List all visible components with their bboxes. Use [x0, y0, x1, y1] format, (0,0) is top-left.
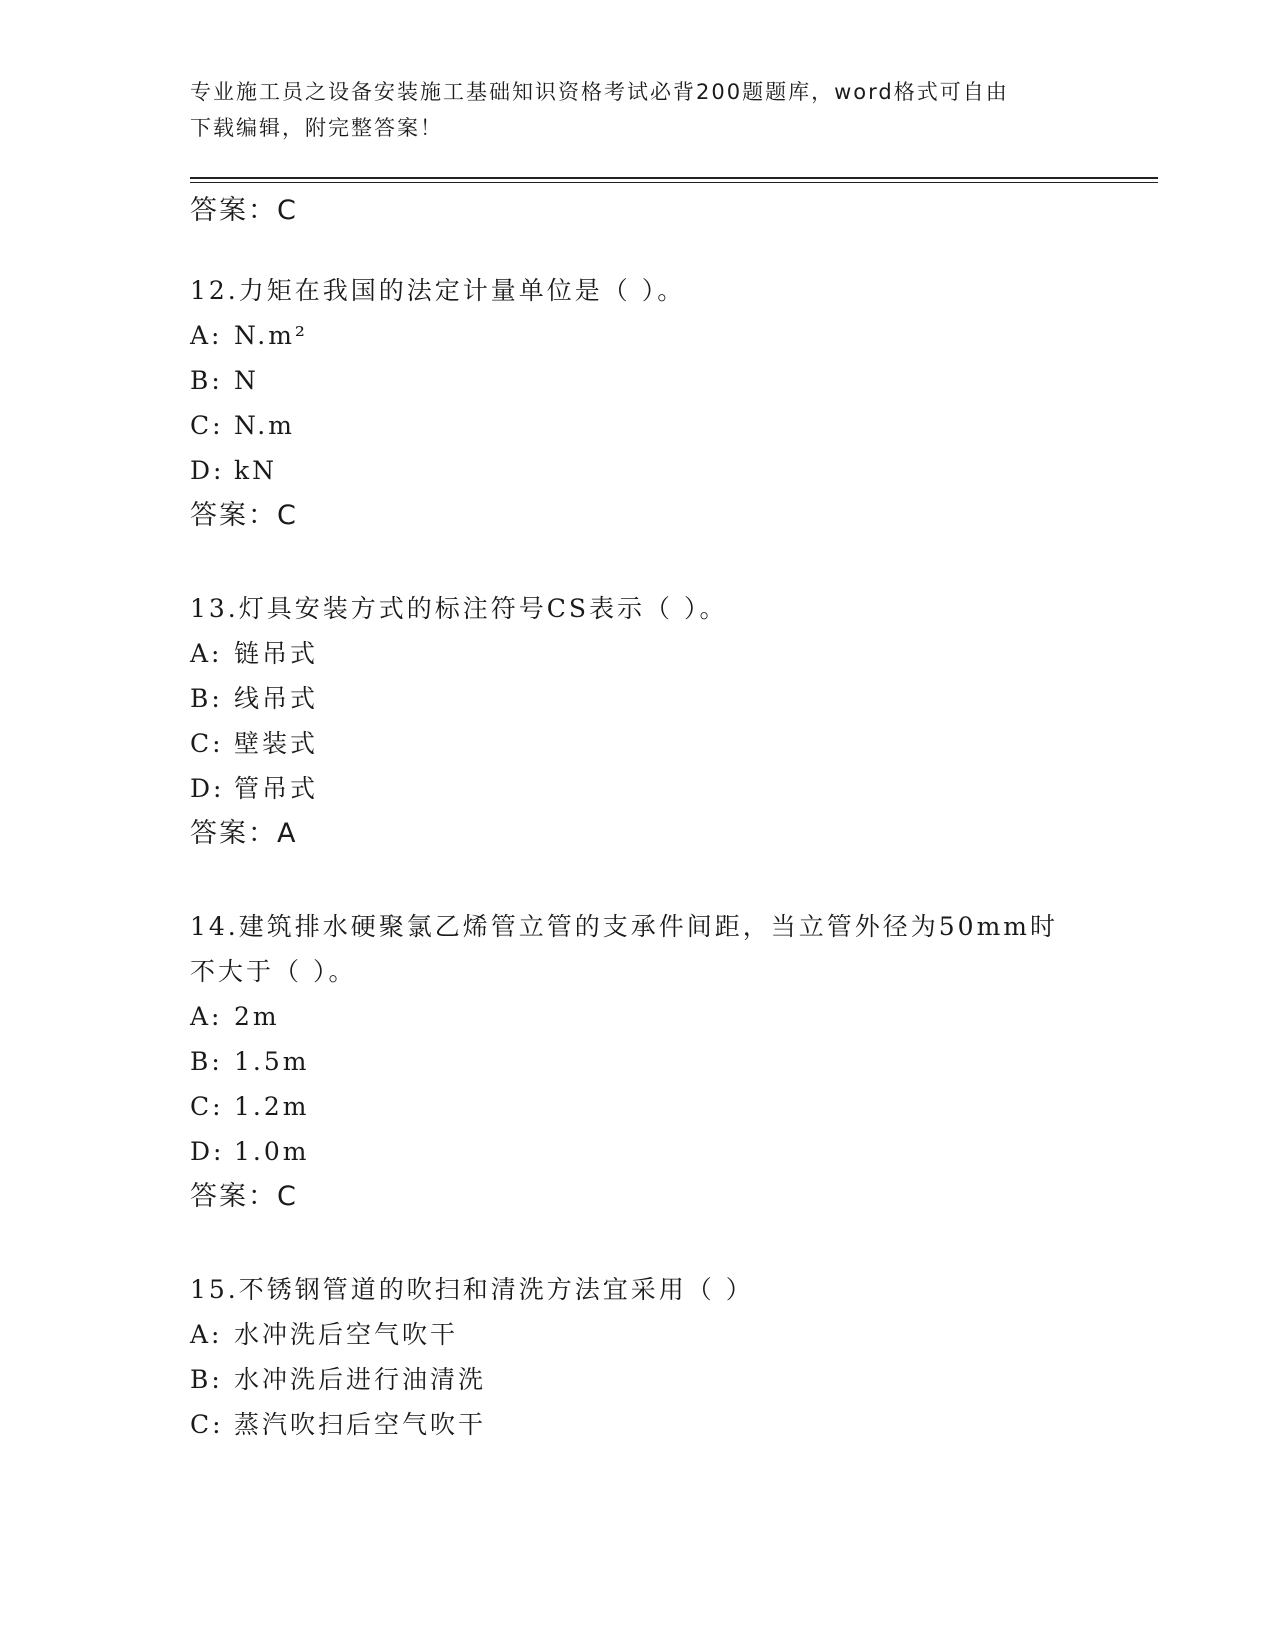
- option-label: A:: [190, 321, 223, 350]
- question-14-answer: 答案：C: [190, 1181, 298, 1212]
- question-13-stem: 13.灯具安装方式的标注符号CS表示（ ）。: [190, 594, 728, 623]
- question-12-stem: 12.力矩在我国的法定计量单位是（ ）。: [190, 276, 686, 305]
- option-text: 1.0m: [234, 1137, 310, 1166]
- option-label: A:: [190, 1320, 223, 1349]
- question-15-stem: 15.不锈钢管道的吹扫和清洗方法宜采用（ ）: [190, 1275, 754, 1304]
- option-label: A:: [190, 1002, 223, 1031]
- option-label: A:: [190, 639, 223, 668]
- option-text: N: [234, 366, 259, 395]
- question-15-option-b: [190, 1363, 486, 1397]
- question-12-option-a: [190, 319, 308, 353]
- option-text: 1.2m: [234, 1092, 310, 1121]
- option-text: 管吊式: [234, 774, 319, 803]
- question-15-option-c: [190, 1408, 486, 1442]
- document-header: [190, 74, 1090, 146]
- question-12-option-c: [190, 409, 295, 443]
- option-label: C:: [190, 1410, 224, 1439]
- question-14-option-c: [190, 1090, 309, 1124]
- question-13-option-c: [190, 727, 318, 761]
- option-label: B:: [190, 1365, 223, 1394]
- question-14-option-b: [190, 1045, 309, 1079]
- option-text: 1.5m: [234, 1047, 310, 1076]
- option-text: 水冲洗后进行油清洗: [234, 1365, 487, 1394]
- option-text: N.m: [234, 411, 295, 440]
- header-divider-thin: [190, 182, 1158, 183]
- option-label: B:: [190, 1047, 223, 1076]
- option-label: C:: [190, 411, 224, 440]
- header-line-1: 专业施工员之设备安装施工基础知识资格考试必背200题题库，word格式可自由: [190, 80, 1009, 104]
- option-label: C:: [190, 1092, 224, 1121]
- header-divider-thick: [190, 177, 1158, 179]
- option-text: 2m: [234, 1002, 280, 1031]
- question-13-answer: 答案：A: [190, 818, 298, 849]
- question-12-answer: 答案：C: [190, 500, 298, 531]
- question-14-stem-line-1: 14.建筑排水硬聚氯乙烯管立管的支承件间距，当立管外径为50mm时: [190, 912, 1058, 941]
- question-15-option-a: [190, 1318, 458, 1352]
- option-text: 水冲洗后空气吹干: [234, 1320, 459, 1349]
- option-text: 壁装式: [234, 729, 319, 758]
- option-text: 线吊式: [234, 684, 319, 713]
- previous-answer: 答案：C: [190, 195, 298, 226]
- option-label: B:: [190, 684, 223, 713]
- option-text: kN: [234, 456, 278, 485]
- option-text: 链吊式: [234, 639, 319, 668]
- option-label: D:: [190, 1137, 225, 1166]
- question-14-stem-line-2: 不大于（ ）。: [190, 957, 357, 986]
- option-text: 蒸汽吹扫后空气吹干: [234, 1410, 487, 1439]
- question-12-option-d: [190, 454, 277, 488]
- option-label: D:: [190, 774, 225, 803]
- question-12-option-b: [190, 364, 259, 398]
- option-text: N.m²: [234, 321, 308, 350]
- option-label: D:: [190, 456, 225, 485]
- question-13-option-d: [190, 772, 318, 806]
- option-label: C:: [190, 729, 224, 758]
- question-14-option-a: [190, 1000, 280, 1034]
- header-line-2: 下载编辑，附完整答案！: [190, 116, 443, 140]
- question-13-option-b: [190, 682, 318, 716]
- option-label: B:: [190, 366, 223, 395]
- question-14-option-d: [190, 1135, 309, 1169]
- question-13-option-a: [190, 637, 318, 671]
